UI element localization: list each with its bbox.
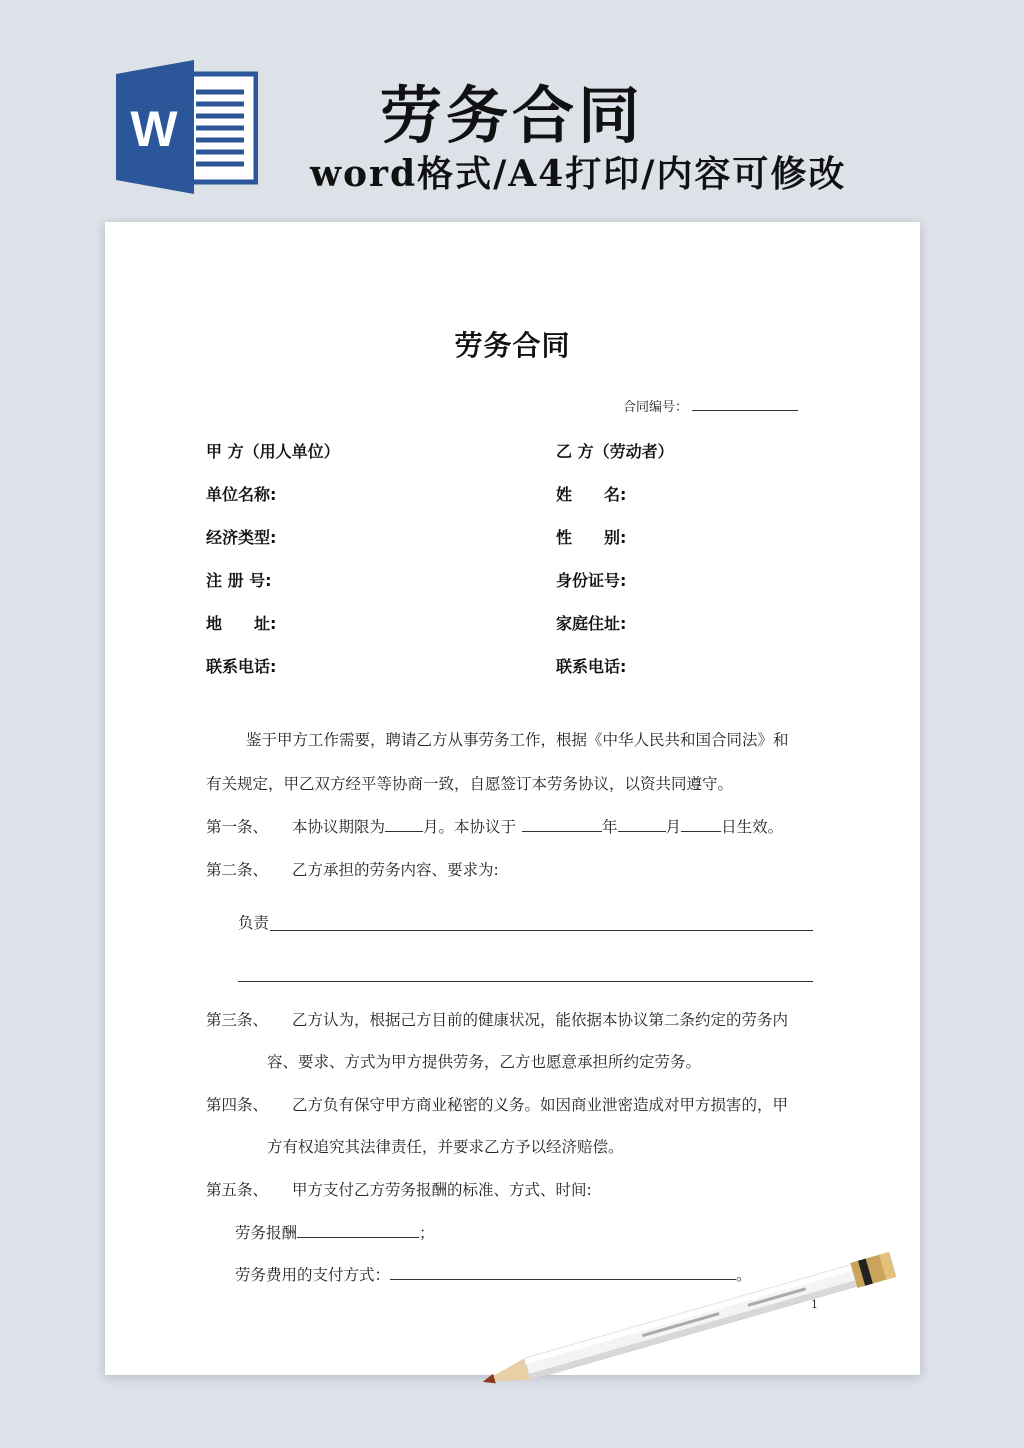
clause-5-text: 甲方支付乙方劳务报酬的标准、方式、时间: xyxy=(292,1181,592,1199)
term-months-blank[interactable] xyxy=(385,816,423,832)
party-b-field: 姓 名: xyxy=(556,485,627,504)
clause-3-line-2: 容、要求、方式为甲方提供劳务，乙方也愿意承担所约定劳务。 xyxy=(267,1053,702,1071)
clause-4 xyxy=(206,1093,826,1115)
preamble-line-2: 有关规定，甲乙双方经平等协商一致，自愿签订本劳务协议，以资共同遵守。 xyxy=(206,775,734,793)
payment-blank[interactable] xyxy=(297,1222,419,1238)
party-b-field: 身份证号: xyxy=(556,571,627,590)
banner-title: 劳务合同 xyxy=(380,79,645,152)
word-logo-icon xyxy=(116,60,258,194)
clause-1-label: 第一条、 xyxy=(206,818,269,836)
party-b-field: 家庭住址: xyxy=(556,614,627,633)
clause-2-label: 第二条、 xyxy=(206,861,269,879)
party-b-field: 性 别: xyxy=(556,528,627,547)
document-page xyxy=(105,222,920,1375)
clause-3-label: 第三条、 xyxy=(206,1011,269,1029)
party-a-field: 经济类型: xyxy=(206,528,277,547)
pencil-icon xyxy=(460,1240,930,1400)
payment-label: 劳务报酬 xyxy=(235,1224,298,1242)
party-a-field: 地 址: xyxy=(206,614,277,633)
party-a-field: 注 册 号: xyxy=(206,571,272,590)
clause-1-end: 日生效。 xyxy=(721,818,784,836)
clause-1-text: 月。本协议于 xyxy=(423,818,517,836)
clause-2-text: 乙方承担的劳务内容、要求为: xyxy=(292,861,499,879)
clause-4-label: 第四条、 xyxy=(206,1096,269,1114)
clause-1-year-label: 年 xyxy=(602,818,618,836)
party-a-column xyxy=(206,440,340,698)
party-a-field: 联系电话: xyxy=(206,657,277,676)
responsible-blank-2[interactable] xyxy=(238,981,813,982)
start-month-blank[interactable] xyxy=(618,816,666,832)
payment-end: ； xyxy=(419,1224,435,1242)
contract-number-field[interactable] xyxy=(623,396,798,415)
payment-method-end: 。 xyxy=(736,1266,752,1284)
party-b-column xyxy=(556,440,674,698)
clause-3-line-1: 乙方认为，根据己方目前的健康状况，能依据本协议第二条约定的劳务内 xyxy=(292,1011,789,1029)
clause-4-line-2: 方有权追究其法律责任，并要求乙方予以经济赔偿。 xyxy=(267,1138,624,1156)
start-day-blank[interactable] xyxy=(681,816,721,832)
clause-4-line-1: 乙方负有保守甲方商业秘密的义务。如因商业泄密造成对甲方损害的，甲 xyxy=(292,1096,789,1114)
clause-3 xyxy=(206,1008,826,1030)
clause-1 xyxy=(206,815,826,837)
clause-5 xyxy=(206,1178,826,1200)
party-a-field: 单位名称: xyxy=(206,485,277,504)
clause-1-month-label: 月 xyxy=(665,818,682,836)
document-title: 劳务合同 xyxy=(454,329,571,362)
clause-1-text: 本协议期限为 xyxy=(292,818,386,836)
payment-method-label: 劳务费用的支付方式： xyxy=(235,1266,391,1284)
contract-number-blank[interactable] xyxy=(692,397,798,411)
clause-2 xyxy=(206,858,826,880)
word-logo-letter: W xyxy=(130,101,178,157)
responsible-label: 负责 xyxy=(238,914,270,932)
preamble-line-1: 鉴于甲方工作需要，聘请乙方从事劳务工作，根据《中华人民共和国合同法》和 xyxy=(246,731,789,749)
contract-number-label: 合同编号： xyxy=(623,400,689,415)
responsible-blank-1[interactable] xyxy=(270,930,813,931)
party-b-field: 联系电话: xyxy=(556,657,627,676)
start-year-blank[interactable] xyxy=(522,816,602,832)
banner-subtitle: word格式/A4打印/内容可修改 xyxy=(310,153,847,195)
clause-5-label: 第五条、 xyxy=(206,1181,269,1199)
party-a-heading: 甲 方（用人单位） xyxy=(206,442,340,461)
party-b-heading: 乙 方（劳动者） xyxy=(556,442,674,461)
page-number: 1 xyxy=(811,1298,818,1311)
